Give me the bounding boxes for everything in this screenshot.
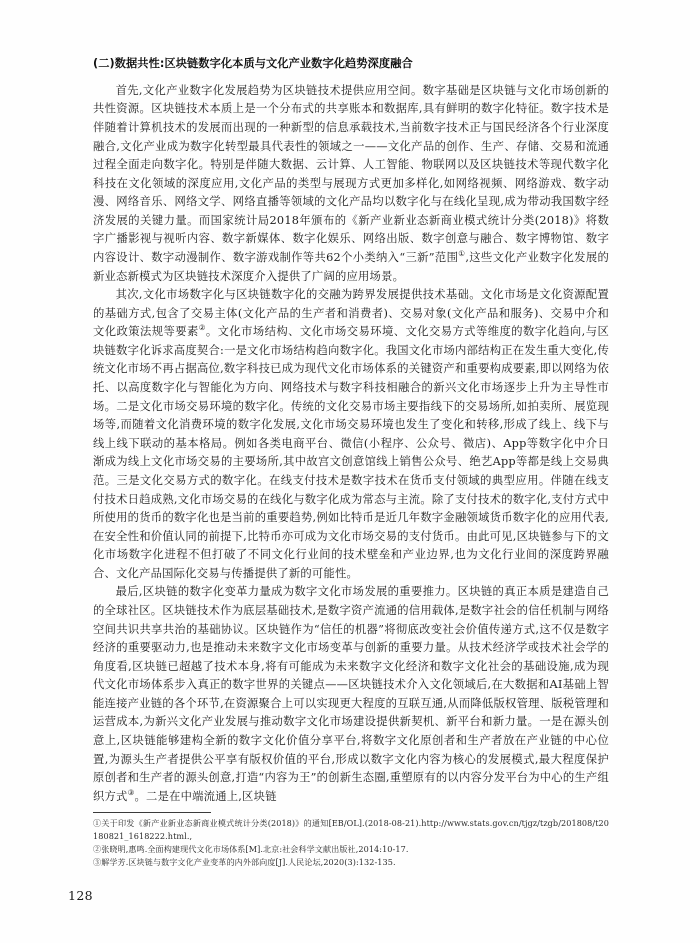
footnote-2-mark: ② [93, 844, 102, 855]
footnote-area [93, 812, 609, 869]
paragraph-1 [93, 82, 609, 286]
page-number: 128 [68, 888, 93, 903]
paragraph-3-text-a: 最后,区块链的数字化变革力量成为数字文化市场发展的重要推力。区块链的真正本质是建造自己的全球社区。区块链技术作为底层基础技术,是数字资产流通的信用载体,是数字社会的信任机制与网络空间共识共享共治的基础协议。区块链作为“信任的机器”将彻底改变社会价值传递方式,这不仅是数字经济的重要驱动力,也是推动未来数字文化市场变革与创新的重要力量。从技术经济学或技术社会学的角度看,区块链已超越了技术本身,将有可能成为未来数字文化经济和数字文化社会的基础设施,成为现代文化市场体系步入真正的数字世界的关键点——区块链技术介入文化领域后,在大数据和AI基础上智能连接产业链的各个环节,在资源聚合上可以实现更大程度的互联互通,从而降低版权管理、版税管理和运营成本,为新兴文化产业发展与推动数字文化市场建设提供新契机、新平台和新力量。一是在源头创意上,区块链能够建构全新的数字文化价值分享平台,将数字文化原创者和生产者放在产业链的中心位置,为源头生产者提供公平享有版权价值的平台,形成以数字文化内容为核心的发展模式,最大程度保护原创者和生产者的源头创意,打造“内容为王”的创新生态圈,重塑原有的以内容分发平台为中心的生产组织方式 [93, 585, 609, 803]
footnote-ref-3[interactable]: ③ [127, 788, 135, 797]
footnote-separator-rule [93, 812, 211, 813]
footnote-1-text: 关于印发《新产业新业态新商业模式统计分类(2018)》的通知[EB/OL].(2018-08-21).http://www.stats.gov.cn/tjgz/tzgb/201808/t20180821_1618222.html., [93, 818, 609, 842]
paragraph-2 [93, 286, 609, 583]
paragraph-3 [93, 583, 609, 806]
footnote-3-text: 解学芳.区块链与数字文化产业变革的内外部向度[J].人民论坛,2020(3):132-135. [101, 857, 396, 868]
paragraph-2-text-a: 其次,文化市场数字化与区块链数字化的交融为跨界发展提供技术基础。文化市场是文化资源配置的基础方式,包含了交易主体(文化产品的生产者和消费者)、交易对象(文化产品和服务)、交易中介和文化政策法规等要素 [93, 288, 609, 339]
page-body [93, 56, 609, 806]
footnote-ref-1[interactable]: ① [458, 249, 466, 259]
paragraph-1-text-b: ,这些文化产业数字化发展的新业态新模式为区块链技术深度介入提供了广阔的应用场景。 [93, 251, 610, 283]
section-heading: (二)数据共性:区块链数字化本质与文化产业数字化趋势深度融合 [93, 57, 413, 70]
paragraph-3-text-b: 。二是在中端流通上,区块链 [134, 789, 277, 803]
footnote-1 [93, 817, 609, 843]
paragraph-1-text-a: 首先,文化产业数字化发展趋势为区块链技术提供应用空间。数字基础是区块链与文化市场创新的共性资源。区块链技术本质上是一个分布式的共享账本和数据库,具有鲜明的数字化特征。数字技术是伴随着计算机技术的发展而出现的一种新型的信息承载技术,当前数字技术正与国民经济各个行业深度融合,文化产业成为数字化转型最具代表性的领域之一——文化产品的创作、生产、存储、交易和流通过程全面走向数字化。特别是伴随大数据、云计算、人工智能、物联网以及区块链技术等现代数字化科技在文化领域的深度应用,文化产品的类型与展现方式更加多样化,如网络视频、网络游戏、数字动漫、网络音乐、网络文学、网络直播等领域的文化产品均以数字化与在线化呈现,成为带动我国数字经济发展的关键力量。而国家统计局2018年颁布的《新产业新业态新商业模式统计分类(2018)》将数字广播影视与视听内容、数字新媒体、数字化娱乐、网络出版、数字创意与融合、数字博物馆、数字内容设计、数字动漫制作、数字游戏制作等共62个小类纳入“三新”范围 [93, 83, 609, 264]
footnote-1-mark: ① [93, 818, 102, 828]
paragraph-2-text-b: 。文化市场结构、文化市场交易环境、文化交易方式等维度的数字化趋向,与区块链数字化诉求高度契合:一是文化市场结构趋向数字化。我国文化市场内部结构正在发生重大变化,传统文化市场不再占据高位,数字科技已成为现代文化市场体系的关键资产和重要构成要素,即以网络为依托、以高度数字化与智能化为方向、网络技术与数字科技相融合的新兴文化市场逐步上升为主导性市场。二是文化市场交易环境的数字化。传统的文化交易市场主要指线下的交易场所,如拍卖所、展览现场等,而随着文化消费环境的数字化发展,文化市场交易环境也发生了变化和转移,形成了线上、线下与线上线下联动的基本格局。例如各类电商平台、微信(小程序、公众号、微店)、App等数字化中介日渐成为线上文化市场交易的主要场所,其中故宫文创意馆线上销售公众号、绝艺App等都是线上交易典范。三是文化交易方式的数字化。在线支付技术是数字技术在货币支付领域的典型应用。伴随在线支付技术日趋成熟,文化市场交易的在线化与数字化成为常态与主流。除了支付技术的数字化,支付方式中所使用的货币的数字化也是当前的重要趋势,例如比特币是近几年数字金融领域货币数字化的应用代表,在安全性和价值认同的前提下,比特币亦可成为文化市场交易的支付货币。由此可见,区块链参与下的文化市场数字化进程不但打破了不同文化行业间的技术壁垒和产业边界,也为文化行业间的深度跨界融合、文化产品国际化交易与传播提供了新的可能性。 [93, 325, 609, 580]
footnote-2-text: 张晓明,惠鸣.全面构建现代文化市场体系[M].北京:社会科学文献出版社,2014:10-17. [101, 844, 409, 855]
footnote-ref-2[interactable]: ② [198, 323, 206, 333]
footnote-3 [93, 856, 609, 869]
footnote-3-mark: ③ [93, 857, 102, 868]
footnote-2 [93, 843, 609, 856]
